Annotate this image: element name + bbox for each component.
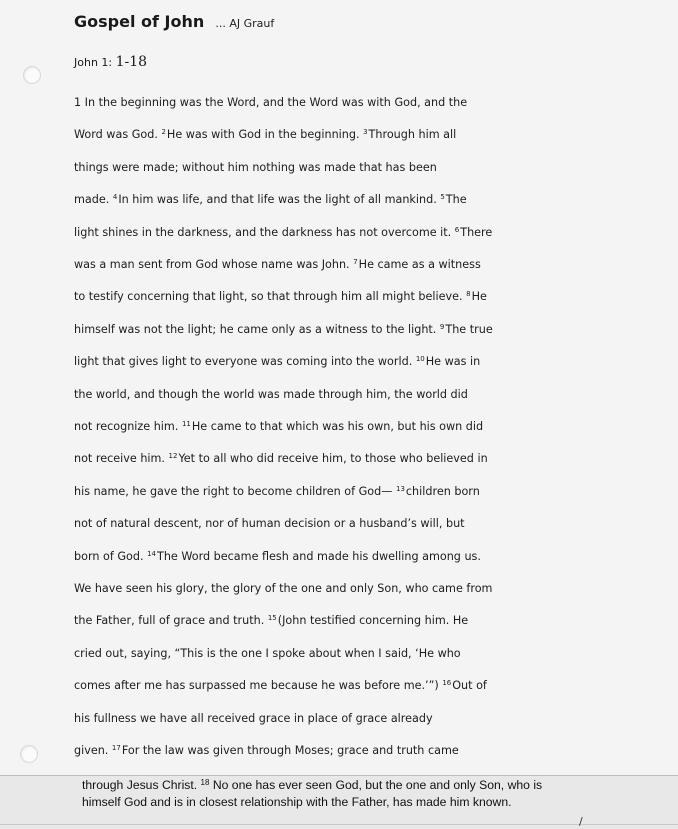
- text-line: [74, 96, 467, 109]
- verse-text: light that gives light to everyone was coming into the world.: [74, 355, 416, 369]
- verse-number: 18: [200, 778, 210, 787]
- verse-text: comes after me has surpassed me because he was before me.’”): [74, 679, 443, 693]
- text-line: [82, 795, 511, 809]
- verse-text: He: [471, 290, 487, 304]
- verse-text: not of natural descent, nor of human decision or a husband’s will, but: [74, 517, 465, 531]
- verse-text: not recognize him.: [74, 420, 182, 433]
- verse-text: Through him all: [368, 128, 457, 142]
- verse-text: the Father, full of grace and truth.: [74, 614, 268, 628]
- verse-text: through Jesus Christ.: [82, 778, 201, 792]
- verse-text: Yet to all who did receive him, to those who believed in: [178, 452, 488, 466]
- text-line: [74, 647, 461, 660]
- verse-number: 3: [363, 128, 368, 137]
- text-line: [74, 226, 492, 239]
- text-line: [74, 323, 493, 336]
- verse-text: children born: [405, 484, 480, 498]
- verse-number: 6: [454, 225, 460, 234]
- verse-text: was a man sent from God whose name was John.: [74, 258, 354, 271]
- verse-text: his fullness we have all received grace in place of grace already: [74, 711, 433, 725]
- verse-number: 11: [181, 420, 191, 428]
- text-line: [74, 517, 465, 530]
- verse-number: 12: [168, 452, 178, 461]
- text-line: [74, 355, 480, 368]
- verse-text: The true: [445, 322, 493, 336]
- text-line: [74, 614, 468, 627]
- text-line: [74, 258, 481, 271]
- verse-text: to testify concerning that light, so that through him all might believe.: [74, 290, 467, 304]
- text-line: [74, 582, 492, 595]
- verse-number: 5: [440, 193, 445, 202]
- punch-hole-icon: [20, 745, 38, 763]
- verse-text: light shines in the darkness, and the darkness has not overcome it.: [74, 225, 455, 239]
- verse-text: He was in: [425, 355, 481, 369]
- verse-text: There: [460, 225, 493, 239]
- verse-text: He came as a witness: [358, 258, 481, 271]
- text-line: [74, 420, 483, 433]
- verse-number: 14: [147, 549, 156, 558]
- scripture-reference: [74, 54, 147, 70]
- verse-text: cried out, saying, “This is the one I spoke about when I said, ‘He who: [74, 646, 461, 660]
- reference-printed: John 1:: [74, 56, 113, 69]
- text-line: [74, 744, 459, 757]
- verse-text: The Word became flesh and made his dwelling among us.: [157, 549, 481, 563]
- verse-text: (John testified concerning him. He: [277, 614, 469, 628]
- text-line: [74, 712, 433, 725]
- verse-text: things were made; without him nothing was made that has been: [74, 160, 437, 174]
- reference-handwritten: 1-18: [115, 54, 148, 70]
- verse-text: The: [445, 193, 467, 207]
- verse-text: For the law was given through Moses; grace and truth came: [121, 744, 459, 757]
- pencil-mark: /: [579, 815, 583, 828]
- verse-text: his name, he gave the right to become children of God—: [74, 484, 396, 498]
- verse-number: 15: [267, 614, 277, 623]
- verse-text: We have seen his glory, the glory of the one and only Son, who came from: [74, 582, 493, 595]
- verse-text: himself God and is in closest relationship with the Father, has made him known.: [82, 795, 512, 809]
- verse-text: born of God.: [74, 549, 148, 563]
- verse-number: 16: [442, 679, 452, 688]
- page-title: Gospel of John: [74, 12, 205, 31]
- verse-number: 10: [415, 355, 425, 364]
- verse-text: given.: [74, 744, 112, 757]
- verse-text: Word was God.: [74, 128, 162, 142]
- strip-divider: [0, 775, 678, 776]
- verse-text: 1 In the beginning was the Word, and the Word was with God, and the: [74, 96, 468, 109]
- text-line: [82, 778, 542, 792]
- verse-number: 13: [395, 484, 405, 493]
- header: [74, 12, 274, 31]
- bottom-divider: [0, 824, 678, 825]
- text-line: [74, 452, 488, 465]
- text-line: [74, 290, 487, 303]
- verse-number: 9: [439, 322, 445, 331]
- punch-hole-icon: [23, 66, 41, 84]
- verse-text: He was with God in the beginning.: [166, 128, 364, 142]
- verse-number: 17: [111, 744, 121, 752]
- verse-text: In him was life, and that life was the light of all mankind.: [118, 193, 441, 207]
- verse-number: 2: [161, 128, 166, 137]
- verse-text: the world, and though the world was made through him, the world did: [74, 387, 468, 401]
- text-line: [74, 679, 487, 692]
- text-line: [74, 388, 468, 401]
- verse-number: 8: [466, 290, 471, 299]
- text-line: [74, 193, 467, 206]
- verse-text: He came to that which was his own, but his own did: [191, 420, 484, 433]
- text-line: [74, 550, 481, 563]
- verse-text: Out of: [452, 679, 487, 693]
- text-line: [74, 128, 456, 141]
- verse-text: himself was not the light; he came only as a witness to the light.: [74, 322, 440, 336]
- verse-number: 4: [112, 193, 118, 202]
- author-name: ... AJ Grauf: [215, 17, 275, 30]
- text-line: [74, 161, 437, 174]
- verse-text: No one has ever seen God, but the one and only Son, who is: [209, 778, 543, 792]
- verse-text: made.: [74, 193, 113, 207]
- verse-number: 7: [353, 258, 358, 266]
- text-line: [74, 485, 480, 498]
- verse-text: not receive him.: [74, 452, 169, 466]
